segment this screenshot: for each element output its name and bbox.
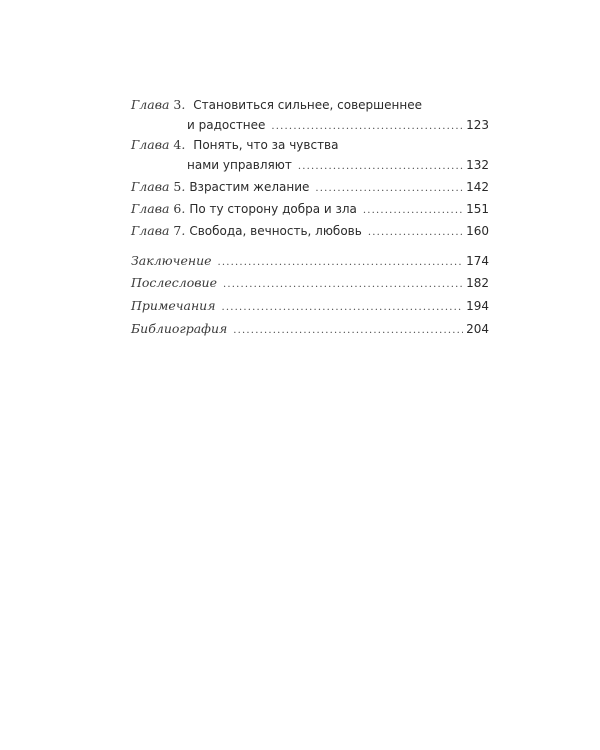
page-number: 142 — [466, 180, 489, 194]
dot-leader — [222, 298, 464, 318]
chapter-title: Понять, что за чувства — [193, 138, 339, 152]
entry-title: Заключение — [131, 253, 212, 268]
dot-leader — [233, 321, 463, 341]
chapter-label: Глава 7. — [131, 223, 186, 238]
dot-leader — [218, 253, 464, 273]
page-number: 194 — [466, 299, 489, 313]
page-number: 174 — [466, 254, 489, 268]
page-number: 182 — [466, 276, 489, 290]
chapter-label: Глава 3. — [131, 97, 186, 112]
chapter-title: Становиться сильнее, совершеннее — [193, 98, 422, 112]
chapter-title-cont: и радостнее — [187, 118, 266, 132]
chapter-label: Глава 4. — [131, 137, 186, 152]
toc-entry-chapter-6 — [131, 199, 489, 219]
chapter-label: Глава 5. — [131, 179, 186, 194]
dot-leader — [363, 201, 463, 221]
toc-entry-conclusion — [131, 251, 489, 271]
toc-entry-chapter-7 — [131, 221, 489, 241]
toc-entry-chapter-5 — [131, 177, 489, 197]
dot-leader — [298, 157, 463, 177]
page-number: 204 — [466, 322, 489, 336]
toc-entry-chapter-3-cont — [131, 115, 489, 135]
chapter-title: По ту сторону добра и зла — [189, 202, 357, 216]
toc-entry-chapter-4-cont — [131, 155, 489, 175]
chapter-label: Глава 6. — [131, 201, 186, 216]
chapter-title: Взрастим желание — [189, 180, 310, 194]
toc-entry-notes — [131, 296, 489, 316]
chapter-title: Свобода, вечность, любовь — [189, 224, 362, 238]
toc-entry-chapter-4 — [131, 135, 489, 155]
page-number: 132 — [466, 158, 489, 172]
dot-leader — [223, 275, 463, 295]
page-number: 123 — [466, 118, 489, 132]
dot-leader — [271, 117, 463, 137]
toc-entry-chapter-3 — [131, 95, 489, 115]
page-number: 160 — [466, 224, 489, 238]
toc-entry-bibliography — [131, 319, 489, 339]
dot-leader — [315, 179, 463, 199]
chapter-title-cont: нами управляют — [187, 158, 292, 172]
toc-entry-afterword — [131, 273, 489, 293]
page-number: 151 — [466, 202, 489, 216]
entry-title: Примечания — [131, 298, 216, 313]
entry-title: Библиография — [131, 321, 228, 336]
entry-title: Послесловие — [131, 275, 217, 290]
dot-leader — [368, 223, 463, 243]
